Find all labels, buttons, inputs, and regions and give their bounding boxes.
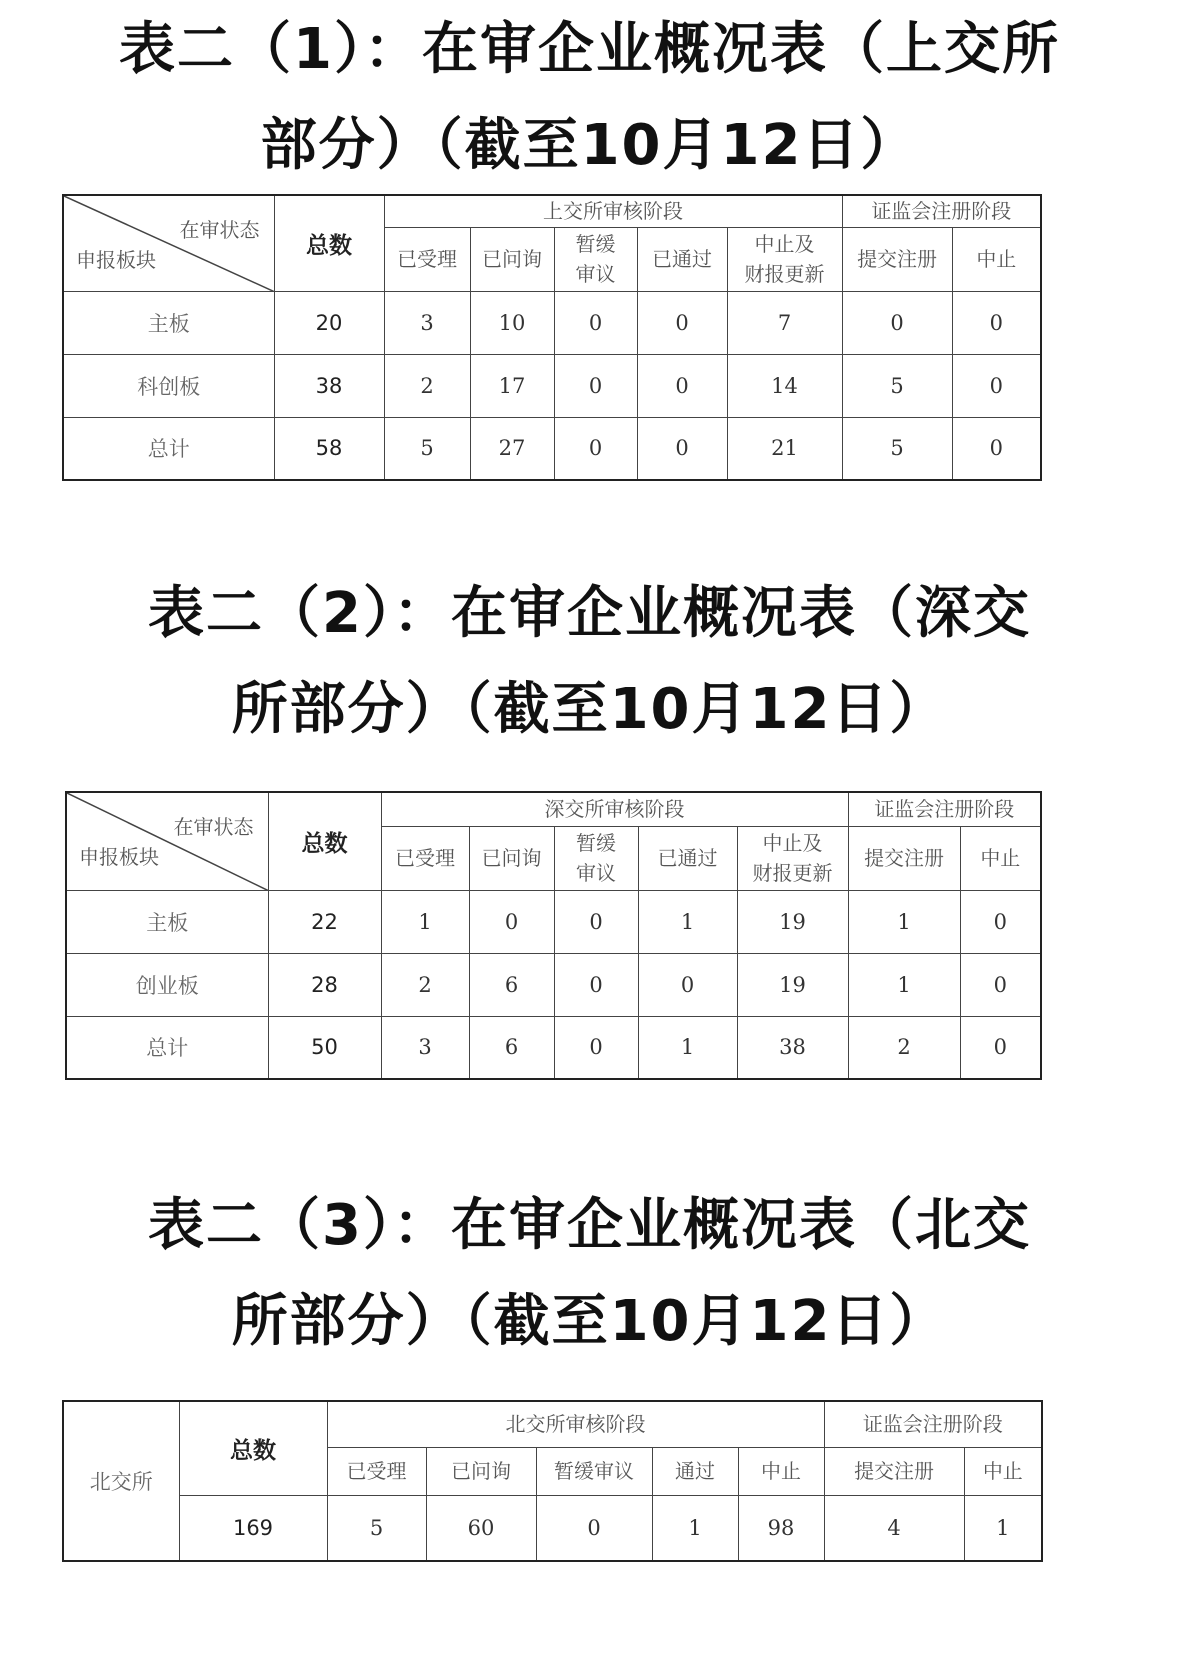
value-cell: 5 xyxy=(384,417,470,480)
total-cell: 20 xyxy=(274,291,384,354)
value-cell: 10 xyxy=(470,291,554,354)
value-cell: 1 xyxy=(638,1016,737,1079)
value-cell: 0 xyxy=(554,291,637,354)
value-cell: 1 xyxy=(652,1495,738,1561)
group-header-exchange: 深交所审核阶段 xyxy=(381,792,848,826)
value-cell: 0 xyxy=(960,1016,1041,1079)
board-label: 申报板块 xyxy=(76,248,156,272)
column-header: 中止及 财报更新 xyxy=(737,826,848,890)
column-header: 已受理 xyxy=(327,1447,426,1495)
column-header: 中止及 财报更新 xyxy=(727,227,842,291)
value-cell: 98 xyxy=(738,1495,824,1561)
value-cell: 1 xyxy=(964,1495,1042,1561)
column-header: 中止 xyxy=(964,1447,1042,1495)
group-header-csrc: 证监会注册阶段 xyxy=(848,792,1041,826)
column-header: 已通过 xyxy=(637,227,727,291)
value-cell: 6 xyxy=(469,953,554,1016)
value-cell: 0 xyxy=(637,354,727,417)
value-cell: 0 xyxy=(554,354,637,417)
value-cell: 1 xyxy=(848,953,960,1016)
column-header: 提交注册 xyxy=(848,826,960,890)
value-cell: 19 xyxy=(737,890,848,953)
value-cell: 6 xyxy=(469,1016,554,1079)
column-header: 提交注册 xyxy=(842,227,952,291)
table-row xyxy=(66,953,1041,1016)
table-row xyxy=(66,890,1041,953)
total-header: 总数 xyxy=(274,195,384,291)
value-cell: 0 xyxy=(637,291,727,354)
column-header: 已通过 xyxy=(638,826,737,890)
column-header: 已问询 xyxy=(470,227,554,291)
status-label: 在审状态 xyxy=(173,815,254,839)
column-header: 中止 xyxy=(960,826,1041,890)
total-cell: 28 xyxy=(268,953,381,1016)
value-cell: 0 xyxy=(952,417,1041,480)
value-cell: 19 xyxy=(737,953,848,1016)
value-cell: 1 xyxy=(638,890,737,953)
column-header: 已问询 xyxy=(426,1447,536,1495)
row-label: 总计 xyxy=(63,417,274,480)
status-label: 在审状态 xyxy=(179,218,260,242)
row-label-bse: 北交所 xyxy=(63,1401,179,1561)
total-cell: 169 xyxy=(179,1495,327,1561)
column-header: 已受理 xyxy=(381,826,469,890)
value-cell: 0 xyxy=(960,890,1041,953)
value-cell: 2 xyxy=(381,953,469,1016)
value-cell: 0 xyxy=(952,291,1041,354)
table2-title: 表二（2）：在审企业概况表（深交 所部分）（截至10月12日） xyxy=(148,581,1031,742)
value-cell: 0 xyxy=(554,417,637,480)
value-cell: 0 xyxy=(469,890,554,953)
table1-title: 表二（1）：在审企业概况表（上交所 部分）（截至10月12日） xyxy=(119,17,1060,178)
column-header: 通过 xyxy=(652,1447,738,1495)
value-cell: 2 xyxy=(384,354,470,417)
total-cell: 58 xyxy=(274,417,384,480)
total-cell: 38 xyxy=(274,354,384,417)
column-header: 暂缓 审议 xyxy=(554,826,638,890)
diagonal-header-cell xyxy=(66,792,268,890)
value-cell: 2 xyxy=(848,1016,960,1079)
table-row xyxy=(63,417,1041,480)
row-label: 主板 xyxy=(63,291,274,354)
value-cell: 38 xyxy=(737,1016,848,1079)
value-cell: 0 xyxy=(554,890,638,953)
value-cell: 0 xyxy=(952,354,1041,417)
row-label: 科创板 xyxy=(63,354,274,417)
column-header: 提交注册 xyxy=(824,1447,964,1495)
value-cell: 0 xyxy=(637,417,727,480)
board-label: 申报板块 xyxy=(79,845,159,869)
column-header: 中止 xyxy=(738,1447,824,1495)
value-cell: 1 xyxy=(381,890,469,953)
value-cell: 5 xyxy=(842,354,952,417)
table-row xyxy=(63,291,1041,354)
column-header: 中止 xyxy=(952,227,1041,291)
column-header: 暂缓 审议 xyxy=(554,227,637,291)
value-cell: 5 xyxy=(327,1495,426,1561)
table3-title: 表二（3）：在审企业概况表（北交 所部分）（截至10月12日） xyxy=(148,1193,1031,1354)
value-cell: 0 xyxy=(842,291,952,354)
value-cell: 17 xyxy=(470,354,554,417)
value-cell: 14 xyxy=(727,354,842,417)
value-cell: 21 xyxy=(727,417,842,480)
group-header-exchange: 上交所审核阶段 xyxy=(384,195,842,227)
total-cell: 50 xyxy=(268,1016,381,1079)
row-label: 总计 xyxy=(66,1016,268,1079)
diagonal-header-cell xyxy=(63,195,274,291)
value-cell: 0 xyxy=(554,953,638,1016)
table-row xyxy=(66,1016,1041,1079)
value-cell: 60 xyxy=(426,1495,536,1561)
group-header-csrc: 证监会注册阶段 xyxy=(824,1401,1042,1447)
total-header: 总数 xyxy=(268,792,381,890)
value-cell: 5 xyxy=(842,417,952,480)
value-cell: 0 xyxy=(536,1495,652,1561)
total-cell: 22 xyxy=(268,890,381,953)
group-header-csrc: 证监会注册阶段 xyxy=(842,195,1041,227)
table3-bse xyxy=(62,1400,1043,1562)
value-cell: 0 xyxy=(638,953,737,1016)
row-label: 主板 xyxy=(66,890,268,953)
column-header: 已问询 xyxy=(469,826,554,890)
table-row xyxy=(63,1495,1042,1561)
group-header-exchange: 北交所审核阶段 xyxy=(327,1401,824,1447)
value-cell: 27 xyxy=(470,417,554,480)
table-row xyxy=(63,354,1041,417)
value-cell: 1 xyxy=(848,890,960,953)
value-cell: 0 xyxy=(960,953,1041,1016)
total-header: 总数 xyxy=(179,1401,327,1495)
table1-sse xyxy=(62,194,1042,481)
value-cell: 4 xyxy=(824,1495,964,1561)
column-header: 已受理 xyxy=(384,227,470,291)
table2-szse xyxy=(65,791,1042,1080)
value-cell: 7 xyxy=(727,291,842,354)
value-cell: 3 xyxy=(381,1016,469,1079)
column-header: 暂缓审议 xyxy=(536,1447,652,1495)
value-cell: 0 xyxy=(554,1016,638,1079)
row-label: 创业板 xyxy=(66,953,268,1016)
value-cell: 3 xyxy=(384,291,470,354)
